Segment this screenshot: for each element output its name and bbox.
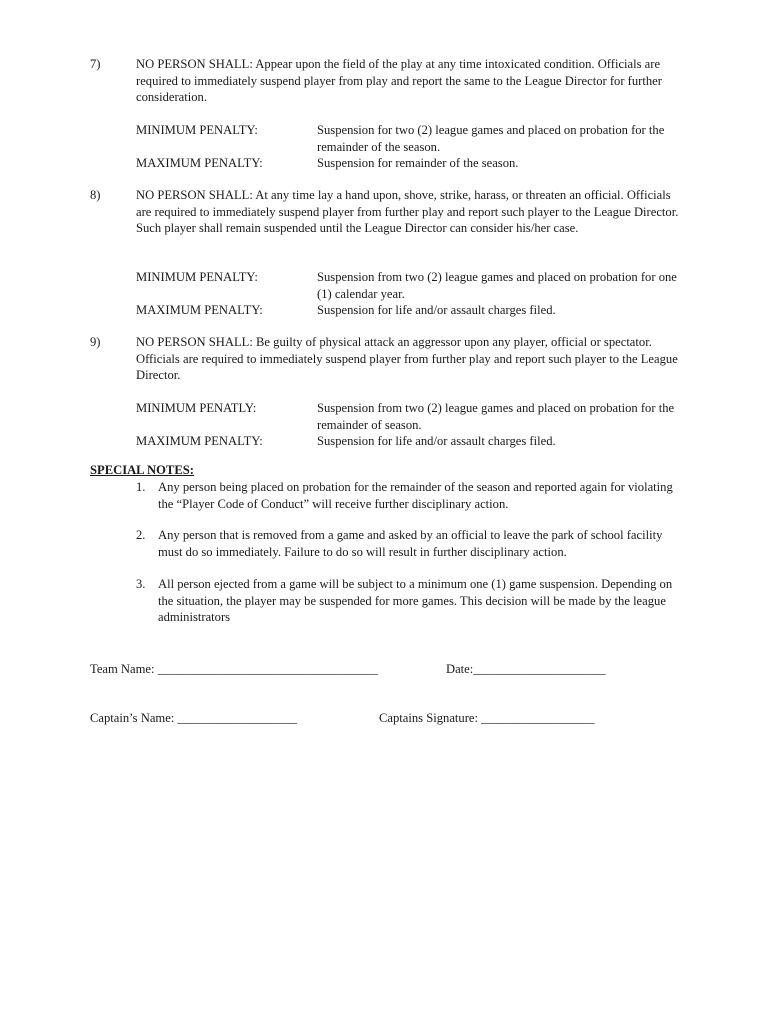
note-number: 1. [136,480,146,494]
team-name-field[interactable]: Team Name: ___________________________________ [90,662,379,676]
rule-text: NO PERSON SHALL: Be guilty of physical attack an aggressor upon any player, official or spectator. Officials are required to immediately suspend player from further play and report such player to the League Director. [136,335,678,382]
minimum-penalty-label: MINIMUM PENALTY: [136,123,258,137]
maximum-penalty-description: Suspension for life and/or assault charges filed. [317,303,556,317]
special-notes [90,462,690,624]
rule-number: 9) [90,335,101,349]
captain-signature-field[interactable]: Captains Signature: __________________ [379,711,595,725]
captain-name-field[interactable]: Captain’s Name: ___________________ [90,711,298,725]
note-number: 3. [136,577,146,591]
minimum-penalty-description: Suspension for two (2) league games and placed on probation for the remainder of the season. [317,123,665,154]
maximum-penalty-description: Suspension for life and/or assault charges filed. [317,434,556,448]
minimum-penalty-label: MINIMUM PENALTY: [136,270,258,284]
minimum-penalty-label: MINIMUM PENATLY: [136,401,257,415]
note-text: All person ejected from a game will be subject to a minimum one (1) game suspension. Depending on the situation, the player may be suspended for more games. This decision will be made by the league administrators [158,577,673,624]
maximum-penalty-label: MAXIMUM PENALTY: [136,156,263,170]
maximum-penalty-label: MAXIMUM PENALTY: [136,303,263,317]
minimum-penalty-description: Suspension from two (2) league games and placed on probation for the remainder of season. [317,401,675,432]
maximum-penalty-description: Suspension for remainder of the season. [317,156,519,170]
note-text: Any person that is removed from a game and asked by an official to leave the park of school facility must do so immediately. Failure to do so will result in further disciplinary action. [158,528,663,559]
maximum-penalty-label: MAXIMUM PENALTY: [136,434,263,448]
minimum-penalty-description: Suspension from two (2) league games and placed on probation for one (1) calendar year. [317,270,677,301]
penalty-block [136,122,682,172]
rule-number: 7) [90,57,101,71]
rule-text: NO PERSON SHALL: Appear upon the field of the play at any time intoxicated condition. Officials are required to immediately suspend player from play and report the same to the League Director for further consideration. [136,57,662,104]
note-text: Any person being placed on probation for the remainder of the season and reported again for violating the “Player Code of Conduct” will receive further disciplinary action. [158,480,673,511]
note-number: 2. [136,528,146,542]
date-field[interactable]: Date:_____________________ [446,662,606,676]
rule-number: 8) [90,188,101,202]
rule-text: NO PERSON SHALL: At any time lay a hand upon, shove, strike, harass, or threaten an official. Officials are required to immediately suspend player from further play and report such player to the League Director. Such player shall remain suspended until the League Director can consider his/her case. [136,188,679,235]
penalty-block [136,400,682,450]
penalty-block [136,269,682,319]
special-notes-heading: SPECIAL NOTES: [90,463,194,477]
